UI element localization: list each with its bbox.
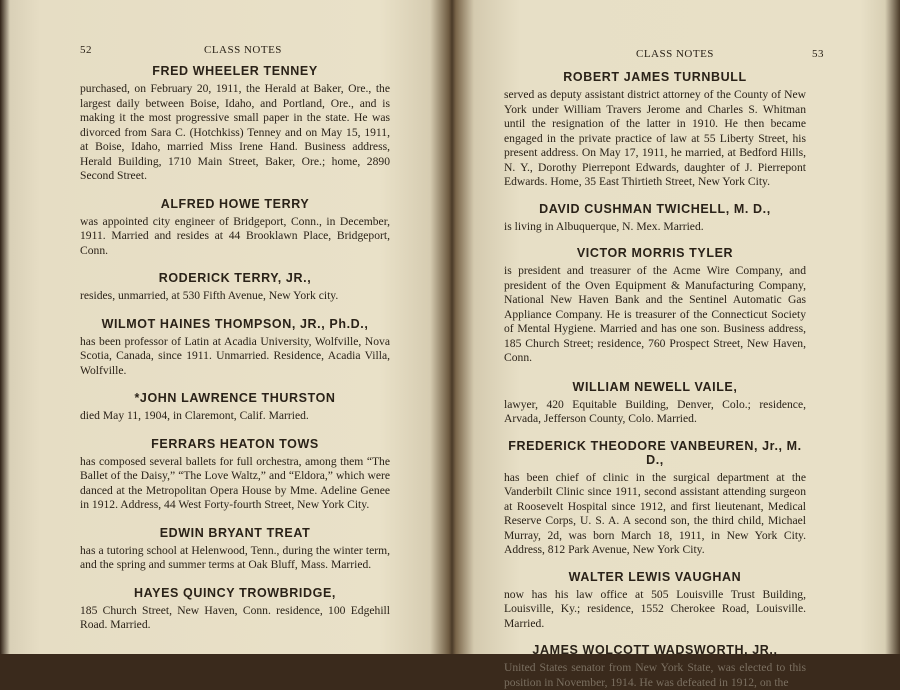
class-note-entry <box>80 271 390 304</box>
class-note-entry <box>504 70 806 190</box>
class-note-entry <box>80 64 390 184</box>
class-note-entry <box>504 380 806 427</box>
entry-text: now has his law office at 505 Louisville Trust Building, Louisville, Ky.; residence, 1552 Cherokee Road, Louisville. Married. <box>504 587 806 630</box>
entry-text: served as deputy assistant district attorney of the County of New York under William Travers Jerome and Charles S. Whitman until the resignation of the latter in 1910. He then became engaged in the private practice of law at 55 Liberty Street, his present address. On May 17, 1911, he married, at Bedford Hills, N. Y., Dorothy Pierrepont Edwards, daughter of J. Pierrepont Edwards. Home, 35 East Thirtieth Street, New York City. <box>504 88 806 188</box>
left-page <box>0 0 450 654</box>
entry-text: has been professor of Latin at Acadia University, Wolfville, Nova Scotia, Canada, since 1911. Unmarried. Residence, Acadia Villa, Wolfville. <box>80 334 390 377</box>
entry-name: FREDERICK THEODORE VANBEUREN, Jr., M. D., <box>508 438 802 467</box>
page-number: 53 <box>812 48 824 60</box>
class-note-entry <box>80 197 390 259</box>
class-note-entry <box>80 317 390 379</box>
running-header: CLASS NOTES <box>636 48 714 60</box>
running-header: CLASS NOTES <box>204 44 282 56</box>
entry-text: was appointed city engineer of Bridgeport, Conn., in December, 1911. Married and resides at 44 Brooklawn Place, Bridgeport, Conn. <box>80 214 390 257</box>
entry-text: resides, unmarried, at 530 Fifth Avenue, New York city. <box>80 289 339 302</box>
entry-name: WILMOT HAINES THOMPSON, JR., Ph.D., <box>101 316 369 331</box>
right-page-body <box>504 70 806 690</box>
entry-name: DAVID CUSHMAN TWICHELL, M. D., <box>539 201 771 216</box>
entry-name: ALFRED HOWE TERRY <box>160 196 310 211</box>
class-note-entry <box>80 586 390 633</box>
entry-name: FERRARS HEATON TOWS <box>151 436 319 451</box>
entry-name: VICTOR MORRIS TYLER <box>576 246 734 260</box>
entry-text: lawyer, 420 Equitable Building, Denver, Colo.; residence, Arvada, Jefferson County, Colo. Married. <box>504 397 806 425</box>
entry-text: is living in Albuquerque, N. Mex. Married. <box>504 219 704 233</box>
left-page-body <box>80 64 390 633</box>
class-note-entry <box>80 526 390 573</box>
entry-text: has composed several ballets for full orchestra, among them “The Ballet of the Daisy,” “The Love Waltz,” and “Eldora,” which were danced at the Metropolitan Opera House by Mme. Adeline Genee in 1912. Address, 44 West Forty-fourth Street, New York City. <box>80 454 390 511</box>
right-page <box>454 0 900 689</box>
entry-name: WILLIAM NEWELL VAILE, <box>572 379 738 394</box>
entry-text: purchased, on February 20, 1911, the Herald at Baker, Ore., the largest daily between Boise, Idaho, and Portland, Ore., and is making it the most progressive small paper in the state. He was divorced from Sara C. (Hotchkiss) Tenney and on May 15, 1911, at Boise, Idaho, married Miss Irene Hand. Business address, Herald Building, 1710 Main Street, Baker, Ore.; home, 2890 Second Street. <box>80 82 390 182</box>
entry-name: WALTER LEWIS VAUGHAN <box>568 569 742 584</box>
entry-text: has been chief of clinic in the surgical department at the Vanderbilt Clinic since 1911, second assistant attending surgeon at Roosevelt Hospital since 1912, and first lieutenant, Medical Reserve Corps, U. S. A. A second son, the third child, Michael Murray, 2d, was born March 18, 1911, in New York City. Address, 812 Park Avenue, New York City. <box>504 470 806 556</box>
entry-name: HAYES QUINCY TROWBRIDGE, <box>134 585 336 600</box>
entry-name: EDWIN BRYANT TREAT <box>159 525 311 540</box>
class-note-entry <box>504 246 806 366</box>
entry-name: *JOHN LAWRENCE THURSTON <box>134 391 336 405</box>
class-note-entry <box>80 391 390 424</box>
class-note-entry <box>504 570 806 632</box>
class-note-entry <box>80 437 390 513</box>
page-number: 52 <box>80 44 92 56</box>
entry-text: has a tutoring school at Helenwood, Tenn., during the winter term, and the spring and summer terms at Oak Bluff, Mass. Married. <box>80 543 390 571</box>
entry-text: died May 11, 1904, in Claremont, Calif. Married. <box>80 409 309 422</box>
entry-text: is president and treasurer of the Acme Wire Company, and president of the Oven Equipment & Manufacturing Company, National New Haven Bank and the Sentinel Automatic Gas Appliance Company. He is treasurer of the Connecticut Society of Mental Hygiene. Married and has one son. Business address, 185 Church Street; residence, 760 Prospect Street, New Haven, Conn. <box>504 264 806 364</box>
entry-name: FRED WHEELER TENNEY <box>152 64 318 78</box>
entry-name: RODERICK TERRY, JR., <box>158 271 312 285</box>
entry-name: JAMES WOLCOTT WADSWORTH, JR., <box>532 643 778 657</box>
entry-text: 185 Church Street, New Haven, Conn. residence, 100 Edgehill Road. Married. <box>80 603 390 631</box>
entry-text: United States senator from New York State, was elected to this position in November, 1914. He was defeated in 1912, on the <box>504 661 806 689</box>
class-note-entry <box>504 439 806 558</box>
class-note-entry <box>504 643 806 690</box>
class-note-entry <box>504 202 806 235</box>
entry-name: ROBERT JAMES TURNBULL <box>563 70 747 84</box>
